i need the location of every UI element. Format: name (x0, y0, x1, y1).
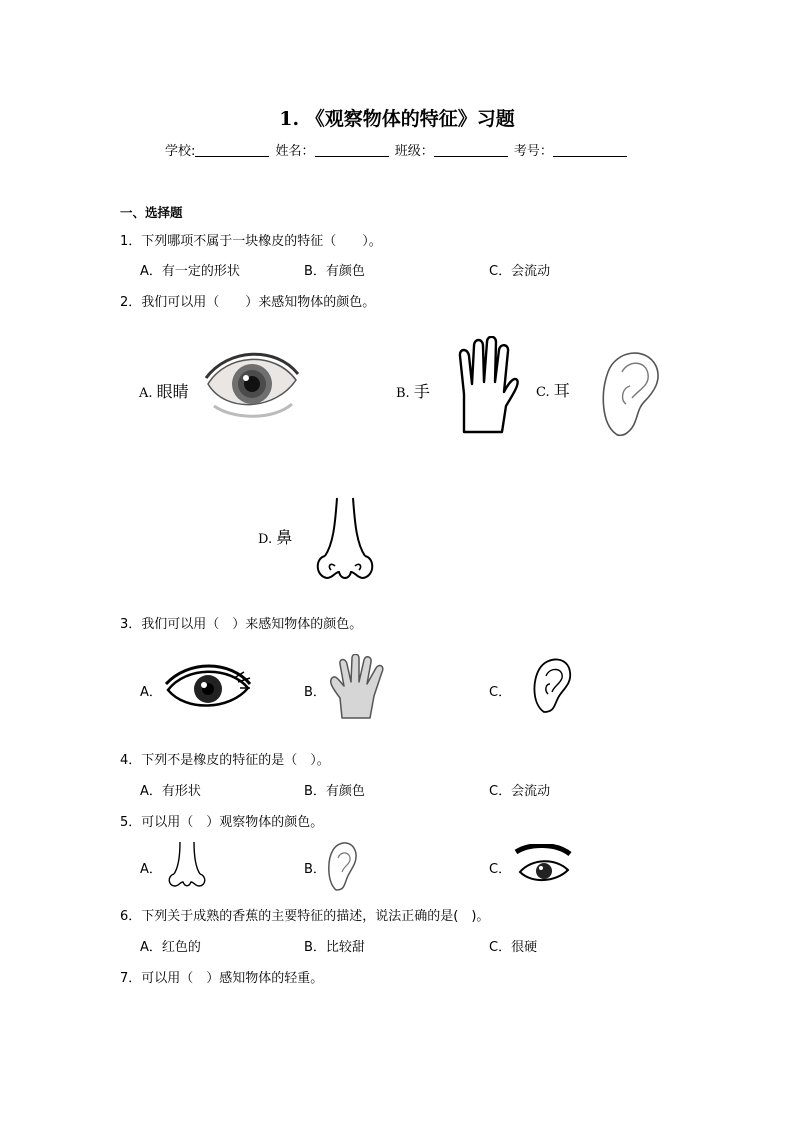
q3-option-b[interactable]: B． (304, 685, 326, 700)
eye-photo-icon (204, 348, 300, 422)
question-3-stem: 3．我们可以用（ ）来感知物体的颜色。 (120, 617, 363, 632)
eye-icon (514, 844, 572, 888)
q1-option-a[interactable]: A．有一定的形状 (140, 264, 240, 279)
page-title: 1. 《观察物体的特征》习题 (279, 108, 515, 130)
question-7-stem: 7．可以用（ ）感知物体的轻重。 (120, 971, 324, 986)
question-2-stem: 2．我们可以用（ ）来感知物体的颜色。 (120, 295, 376, 310)
q2-option-b-letter: B. (396, 386, 410, 401)
ear-icon (530, 654, 574, 716)
q2-option-d[interactable] (258, 525, 292, 548)
school-label: 学校: (165, 144, 196, 159)
q2-option-c-letter: C. (536, 385, 550, 400)
q2-option-d-text: 鼻 (276, 528, 293, 547)
q1-option-b[interactable]: B．有颜色 (304, 264, 365, 279)
number-blank[interactable] (553, 144, 627, 157)
q5-option-a[interactable]: A． (140, 862, 162, 877)
q2-option-b[interactable] (396, 379, 430, 402)
hand-icon (326, 654, 392, 722)
nose-icon (166, 840, 208, 890)
q6-option-b[interactable]: B．比较甜 (304, 940, 365, 955)
q2-option-a-letter: A. (139, 386, 153, 401)
ear-icon (326, 838, 358, 894)
q6-option-a[interactable]: A．红色的 (140, 940, 201, 955)
q2-option-d-letter: D. (258, 532, 273, 547)
question-4-stem: 4．下列不是橡皮的特征的是（ ）。 (120, 753, 330, 768)
class-label: 班级： (394, 144, 434, 159)
question-6-stem: 6．下列关于成熟的香蕉的主要特征的描述，说法正确的是( )。 (120, 909, 490, 924)
name-blank[interactable] (315, 144, 389, 157)
q2-option-c-text: 耳 (553, 381, 570, 400)
q5-option-b[interactable]: B． (304, 862, 326, 877)
q2-option-c[interactable] (536, 378, 570, 401)
q4-option-c[interactable]: C．会流动 (489, 784, 551, 799)
class-blank[interactable] (434, 144, 508, 157)
question-5-stem: 5．可以用（ ）观察物体的颜色。 (120, 815, 324, 830)
hand-outline-icon (454, 336, 520, 436)
q4-option-a[interactable]: A．有形状 (140, 784, 201, 799)
nose-outline-icon (313, 496, 377, 586)
number-label: 考号： (513, 144, 553, 159)
student-info-row (165, 140, 629, 159)
q5-option-c[interactable]: C． (489, 862, 512, 877)
section-heading: 一、选择题 (120, 205, 183, 220)
q3-option-c[interactable]: C． (489, 685, 512, 700)
q1-option-c[interactable]: C．会流动 (489, 264, 551, 279)
question-1-stem: 1．下列哪项不属于一块橡皮的特征（ ）。 (120, 234, 382, 249)
q3-option-a[interactable]: A． (140, 685, 162, 700)
q2-option-a[interactable] (139, 379, 189, 402)
q2-option-b-text: 手 (413, 382, 430, 401)
school-blank[interactable] (195, 144, 269, 157)
q2-option-a-text: 眼睛 (156, 382, 189, 401)
name-label: 姓名： (275, 144, 315, 159)
ear-outline-icon (598, 344, 662, 440)
q4-option-b[interactable]: B．有颜色 (304, 784, 365, 799)
eye-icon (164, 664, 252, 714)
q6-option-c[interactable]: C．很硬 (489, 940, 538, 955)
